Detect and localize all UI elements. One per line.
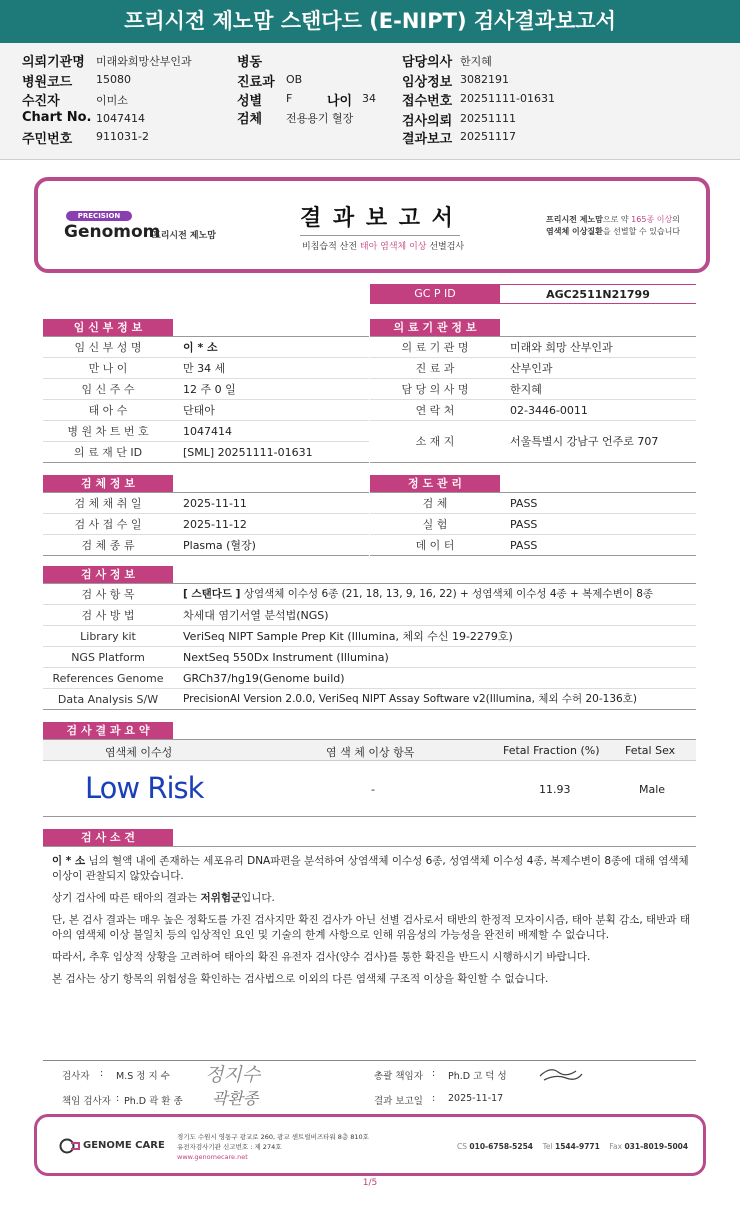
footer-address: 경기도 수원시 영통구 광교로 260, 광교 센트럴비즈타워 8층 810호 유전자검사기관 신고번호 : 제 274호 www.genomecare.net [177, 1133, 369, 1161]
summary-section-header: 검 사 결 과 요 약 [43, 722, 173, 739]
test-row: NGS Platform NextSeq 550Dx Instrument (Illumina) [43, 647, 696, 668]
test-row: Library kit VeriSeq NIPT Sample Prep Kit (Illumina, 체외 수신 19-2279호) [43, 626, 696, 647]
sex-label: 성별 [237, 94, 263, 109]
chief-signature-icon [536, 1062, 586, 1084]
opinion-section-header: 검 사 소 견 [43, 829, 173, 846]
clinical-info-label: 임상정보 [402, 75, 453, 90]
colon: : [432, 1093, 436, 1104]
dept-value: OB [286, 73, 303, 86]
chief-name: Ph.D 고 덕 성 [448, 1071, 507, 1082]
qc-row: 실 험 PASS [370, 514, 696, 535]
rrn-value: 911031-2 [96, 130, 149, 143]
qc-row: 검 체 PASS [370, 493, 696, 514]
tester-signature: 정지수 [205, 1064, 261, 1086]
summary-col-sex: Fetal Sex [625, 744, 676, 757]
summary-col-aneuploidy: 염색체 이수성 [105, 746, 173, 759]
receipt-label: 접수번호 [402, 94, 453, 109]
tester-name: M.S 정 지 수 [116, 1071, 170, 1082]
genomom-logo: Genomom [64, 222, 161, 242]
summary-col-items: 염 색 체 이상 항목 [326, 746, 415, 759]
signature-rule [43, 1060, 696, 1061]
responsible-name: Ph.D 곽 환 종 [124, 1096, 183, 1107]
opinion-top-rule [43, 846, 696, 847]
qc-table [370, 493, 696, 556]
clinic-row: 의 료 기 관 명 미래와 희망 산부인과 [370, 337, 696, 358]
clinic-section-header: 의 료 기 관 정 보 [370, 319, 500, 336]
clinic-table [370, 337, 696, 463]
report-title: 결 과 보 고 서 [300, 206, 455, 231]
age-label: 나이 [327, 94, 353, 109]
request-header [0, 43, 740, 160]
fetal-sex: Male [639, 783, 666, 796]
risk-result: Low Risk [85, 771, 204, 805]
report-subtitle: 비침습적 산전 태아 염색체 이상 선별검사 [302, 242, 465, 252]
qc-row: 데 이 터 PASS [370, 535, 696, 556]
patient-value: 이미소 [96, 94, 128, 107]
doctor-label: 담당의사 [402, 55, 453, 70]
request-date-value: 20251111 [460, 112, 516, 125]
specimen-section-header: 검 체 정 보 [43, 475, 173, 492]
clinic-row: 소 재 지 서울특별시 강남구 언주로 707 [370, 421, 696, 463]
mother-row: 임 신 주 수 12 주 0 일 [43, 379, 369, 400]
doctor-value: 한지혜 [460, 55, 492, 68]
specimen-row: 검 체 채 취 일 2025-11-11 [43, 493, 369, 514]
brand-tagline: 프리시전 제노맘으로 약 165종 이상의 염색체 이상질환을 선별할 수 있습니다 [546, 215, 681, 236]
opinion-paragraph: 본 검사는 상기 항목의 위험성을 확인하는 검사법으로 이외의 다른 염색체 구조적 이상을 확인할 수 없습니다. [52, 973, 549, 985]
request-date-label: 검사의뢰 [402, 114, 453, 129]
receipt-value: 20251111-01631 [460, 92, 555, 105]
report-date: 2025-11-17 [448, 1093, 504, 1104]
genomom-sub: 프리시전 제노맘 [152, 231, 216, 241]
precision-badge: PRECISION [66, 211, 132, 221]
date-label: 결과 보고일 [374, 1096, 423, 1107]
summary-header-row [43, 739, 696, 761]
test-row: 검 사 방 법 차세대 염기서열 분석법(NGS) [43, 605, 696, 626]
genome-care-logo-icon [59, 1138, 81, 1154]
mother-row: 임 신 부 성 명 이 * 소 [43, 337, 369, 358]
title-divider [300, 235, 460, 236]
page-title: 프리시전 제노맘 스탠다드 (E-NIPT) 검사결과보고서 [0, 0, 740, 43]
report-date-value: 20251117 [460, 130, 516, 143]
specimen-table [43, 493, 369, 556]
mother-section-header: 임 신 부 정 보 [43, 319, 173, 336]
brand-banner [34, 177, 710, 273]
responsible-label: 책임 검사자 [62, 1096, 111, 1107]
mother-row: 의 료 재 단 ID [SML] 20251111-01631 [43, 442, 369, 463]
gcpid-value: AGC2511N21799 [500, 284, 696, 304]
fetal-fraction: 11.93 [539, 783, 571, 796]
gcpid-label: GC P ID [370, 284, 500, 304]
tester-label: 검사자 [62, 1071, 90, 1082]
colon: : [116, 1093, 120, 1104]
test-section-header: 검 사 정 보 [43, 566, 173, 583]
rrn-label: 주민번호 [22, 132, 73, 147]
hospital-code-label: 병원코드 [22, 75, 73, 90]
mother-row: 병 원 차 트 번 호 1047414 [43, 421, 369, 442]
mother-table [43, 337, 369, 463]
footer-contacts: CS 010-6758-5254 Tel 1544-9771 Fax 031-8019-5004 [457, 1142, 689, 1151]
hospital-code-value: 15080 [96, 73, 131, 86]
specimen-row: 검 사 접 수 일 2025-11-12 [43, 514, 369, 535]
hospital-value: 미래와희망산부인과 [96, 55, 192, 68]
test-row: 검 사 항 목 [ 스탠다드 ] 상염색체 이수성 6종 (21, 18, 13, 9, 16, 22) + 성염색체 이수성 4종 + 복제수변이 8종 [43, 584, 696, 605]
mother-row: 만 나 이 만 34 세 [43, 358, 369, 379]
opinion-paragraph: 따라서, 추후 임상적 상황을 고려하여 태아의 확진 유전자 검사(양수 검사)를 통한 확진을 반드시 시행하시기 바랍니다. [52, 951, 591, 963]
chief-label: 총괄 책임자 [374, 1071, 423, 1082]
test-row: Data Analysis S/W PrecisionAI Version 2.0.0, VeriSeq NIPT Assay Software v2(Illumina, 체외 수허 20-136호) [43, 689, 696, 710]
chart-no-value: 1047414 [96, 112, 145, 125]
summary-col-ff: Fetal Fraction (%) [503, 744, 600, 757]
opinion-text [52, 854, 697, 987]
age-value: 34 [362, 92, 376, 105]
hospital-label: 의뢰기관명 [22, 55, 85, 70]
clinical-info-value: 3082191 [460, 73, 509, 86]
test-row: References Genome GRCh37/hg19(Genome build) [43, 668, 696, 689]
qc-section-header: 정 도 관 리 [370, 475, 500, 492]
chart-no-label: Chart No. [22, 110, 92, 125]
clinic-row: 연 락 처 02-3446-0011 [370, 400, 696, 421]
patient-label: 수진자 [22, 94, 60, 109]
footer-box [34, 1114, 706, 1176]
abnormal-item: - [371, 783, 375, 796]
summary-result-row [43, 761, 696, 817]
sex-value: F [286, 92, 293, 105]
opinion-paragraph: 상기 검사에 따른 태아의 결과는 저위험군입니다. [52, 892, 275, 904]
dept-label: 진료과 [237, 75, 275, 90]
colon: : [100, 1068, 104, 1079]
specimen-value: 전용용기 혈장 [286, 112, 354, 125]
report-date-label: 결과보고 [402, 132, 453, 147]
colon: : [432, 1068, 436, 1079]
page-number: 1/5 [362, 1178, 378, 1188]
genome-care-logo: GENOME CARE [83, 1140, 165, 1151]
opinion-paragraph: 단, 본 검사 결과는 매우 높은 정확도를 가진 검사지만 확진 검사가 아닌 선별 검사로서 태반의 한정적 모자이시즘, 태아 분획 감소, 태반과 태아의 염색체 이상 불일치 등의 임상적인 요인 및 기술의 한계 사항으로 인해 위음성의 가능성을 완전히 배제할 수 없습니다. [52, 914, 690, 941]
ward-label: 병동 [237, 55, 263, 70]
specimen-row: 검 체 종 류 Plasma (혈장) [43, 535, 369, 556]
mother-row: 태 아 수 단태아 [43, 400, 369, 421]
opinion-paragraph: 이 * 소 님의 혈액 내에 존재하는 세포유리 DNA파편을 분석하여 상염색체 이수성 6종, 성염색체 이수성 4종, 복제수변이 8종에 대해 염색체 이상이 관찰되지 않았습니다. [52, 855, 689, 882]
clinic-row: 담 당 의 사 명 한지혜 [370, 379, 696, 400]
test-table [43, 584, 696, 710]
responsible-signature: 곽환종 [212, 1089, 259, 1108]
specimen-label: 검체 [237, 112, 263, 127]
clinic-row: 진 료 과 산부인과 [370, 358, 696, 379]
